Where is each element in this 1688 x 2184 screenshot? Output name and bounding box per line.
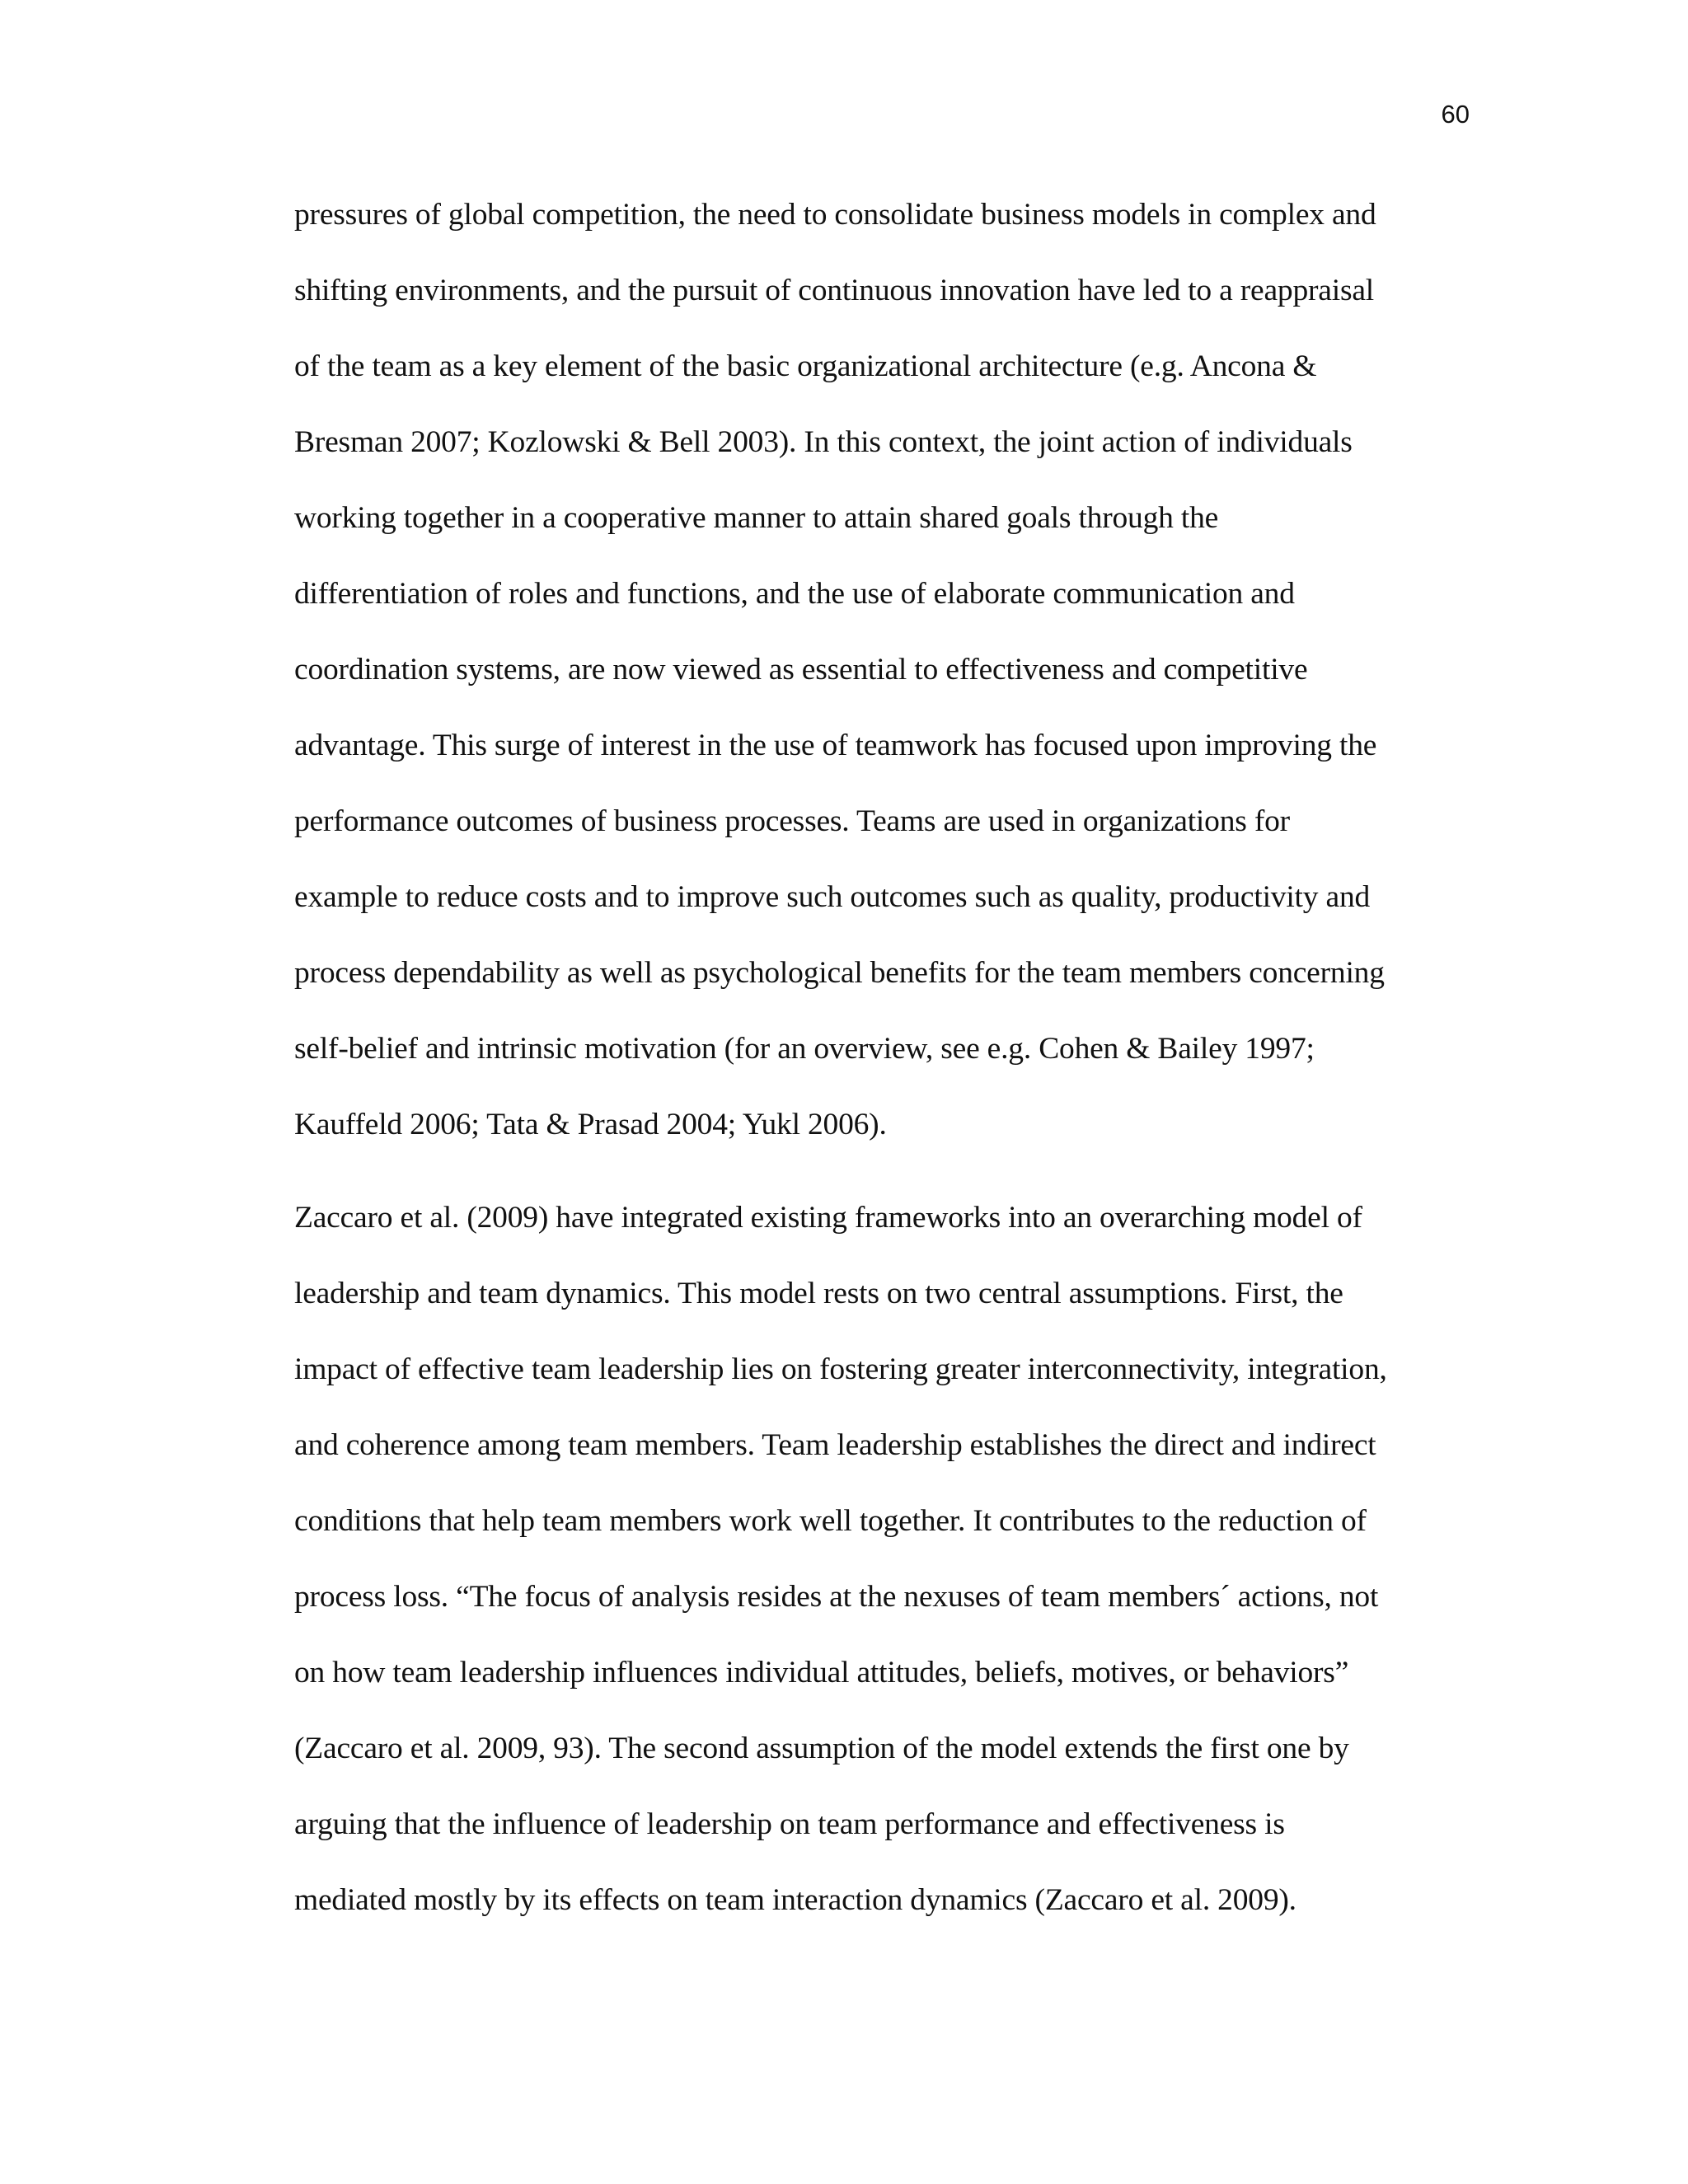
text-line: coordination systems, are now viewed as essential to effectiveness and competitive (294, 653, 1308, 687)
text-line: mediated mostly by its effects on team interaction dynamics (Zaccaro et al. 2009). (294, 1883, 1296, 1917)
text-line: pressures of global competition, the need to consolidate business models in complex and (294, 198, 1376, 232)
text-line: process loss. “The focus of analysis resides at the nexuses of team members´ actions, not (294, 1580, 1379, 1614)
text-line: Zaccaro et al. (2009) have integrated existing frameworks into an overarching model of (294, 1201, 1362, 1235)
text-line: process dependability as well as psychological benefits for the team members concerning (294, 956, 1385, 990)
text-line: of the team as a key element of the basic organizational architecture (e.g. Ancona & (294, 349, 1317, 383)
text-line: (Zaccaro et al. 2009, 93). The second assumption of the model extends the first one by (294, 1732, 1349, 1765)
text-line: advantage. This surge of interest in the use of teamwork has focused upon improving the (294, 729, 1377, 762)
text-line: arguing that the influence of leadership on team performance and effectiveness is (294, 1807, 1285, 1841)
text-line: working together in a cooperative manner to attain shared goals through the (294, 501, 1219, 535)
text-line: leadership and team dynamics. This model rests on two central assumptions. First, the (294, 1277, 1343, 1310)
page-number: 60 (1441, 100, 1470, 129)
text-line: performance outcomes of business processes. Teams are used in organizations for (294, 804, 1290, 838)
text-line: example to reduce costs and to improve such outcomes such as quality, productivity and (294, 880, 1371, 914)
text-line: Bresman 2007; Kozlowski & Bell 2003). In this context, the joint action of individuals (294, 425, 1353, 459)
text-line: and coherence among team members. Team leadership establishes the direct and indirect (294, 1428, 1376, 1462)
text-line: conditions that help team members work well together. It contributes to the reduction of (294, 1504, 1367, 1538)
text-line: impact of effective team leadership lies on fostering greater interconnectivity, integration, (294, 1352, 1387, 1386)
paragraph-1 (294, 177, 1465, 1163)
text-line: Kauffeld 2006; Tata & Prasad 2004; Yukl 2006). (294, 1108, 887, 1141)
text-line: shifting environments, and the pursuit of continuous innovation have led to a reappraisal (294, 274, 1375, 307)
text-line: differentiation of roles and functions, and the use of elaborate communication and (294, 577, 1295, 611)
text-line: self-belief and intrinsic motivation (for an overview, see e.g. Cohen & Bailey 1997; (294, 1032, 1315, 1066)
paragraph-2 (294, 1180, 1465, 1938)
text-line: on how team leadership influences individual attitudes, beliefs, motives, or behaviors” (294, 1656, 1349, 1690)
